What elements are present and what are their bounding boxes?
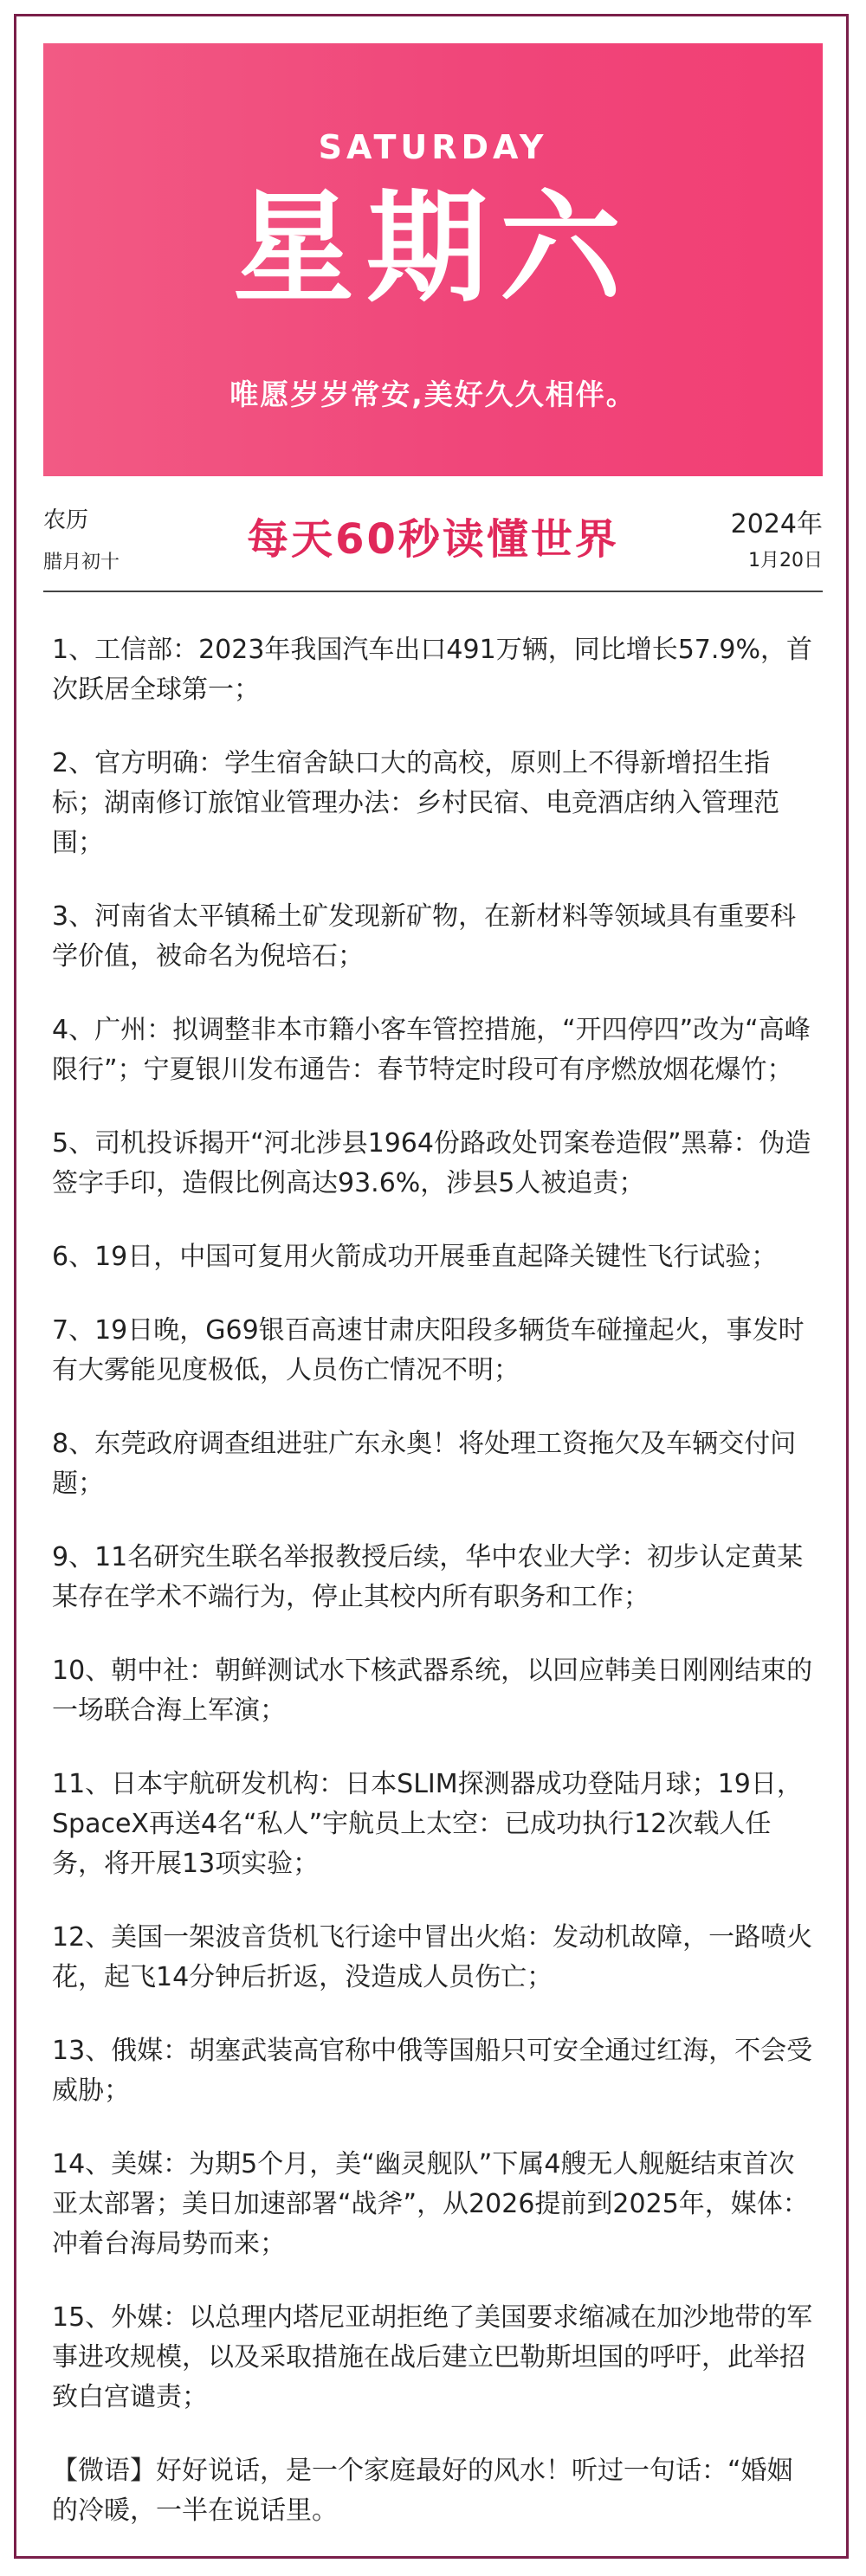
news-item: 2、官方明确：学生宿舍缺口大的高校，原则上不得新增招生指标；湖南修订旅馆业管理办法：乡村民宿、电竞酒店纳入管理范围； <box>52 748 779 858</box>
news-item: 3、河南省太平镇稀土矿发现新矿物，在新材料等领域具有重要科学价值，被命名为倪培石； <box>52 901 797 972</box>
lunar-label: 农历 <box>43 507 89 533</box>
banner-slogan: 唯愿岁岁常安,美好久久相伴。 <box>229 378 637 411</box>
news-item: 11、日本宇航研发机构：日本SLIM探测器成功登陆月球；19日，SpaceX再送4名“私人”宇航员上太空：已成功执行12次载人任务，将开展13项实验； <box>52 1769 803 1879</box>
news-item: 8、东莞政府调查组进驻广东永奥！将处理工资拖欠及车辆交付问题； <box>52 1429 797 1499</box>
month-day-label: 1月20日 <box>748 550 823 571</box>
news-item: 1、工信部：2023年我国汽车出口491万辆，同比增长57.9%，首次跃居全球第一； <box>52 635 812 705</box>
news-item: 5、司机投诉揭开“河北涉县1964份路政处罚案卷造假”黑幕：伪造签字手印，造假比例高达93.6%，涉县5人被追责； <box>52 1128 811 1198</box>
news-item: 7、19日晚，G69银百高速甘肃庆阳段多辆货车碰撞起火，事发时有大雾能见度极低，人员伤亡情况不明； <box>52 1315 805 1385</box>
weekday-english: SATURDAY <box>318 128 548 166</box>
news-item: 15、外媒：以总理内塔尼亚胡拒绝了美国要求缩减在加沙地带的军事进攻规模，以及采取措施在战后建立巴勒斯坦国的呼吁，此举招致白宫谴责； <box>52 2302 813 2412</box>
lunar-date: 腊月初十 <box>43 552 120 573</box>
news-list <box>52 630 814 2531</box>
date-header <box>43 502 823 580</box>
weekday-banner <box>43 43 823 476</box>
news-item: 13、俄媒：胡塞武装高官称中俄等国船只可安全通过红海，不会受威胁； <box>52 2036 813 2106</box>
header-divider <box>43 591 823 592</box>
weekday-chinese: 星期六 <box>232 178 633 320</box>
daily-quote: 【微语】好好说话，是一个家庭最好的风水！听过一句话：“婚姻的冷暖，一半在说话里。 <box>52 2456 793 2526</box>
news-item: 9、11名研究生联名举报教授后续，华中农业大学：初步认定黄某某存在学术不端行为，停止其校内所有职务和工作； <box>52 1542 804 1612</box>
news-item: 6、19日，中国可复用火箭成功开展垂直起降关键性飞行试验； <box>52 1242 778 1272</box>
news-item: 12、美国一架波音货机飞行途中冒出火焰：发动机故障，一路喷火花，起飞14分钟后折返，没造成人员伤亡； <box>52 1922 813 1992</box>
news-item: 4、广州：拟调整非本市籍小客车管控措施，“开四停四”改为“高峰限行”；宁夏银川发布通告：春节特定时段可有序燃放烟花爆竹； <box>52 1015 811 1085</box>
news-item: 10、朝中社：朝鲜测试水下核武器系统，以回应韩美日刚刚结束的一场联合海上军演； <box>52 1656 813 1726</box>
news-item: 14、美媒：为期5个月，美“幽灵舰队”下属4艘无人舰艇结束首次亚太部署；美日加速部署“战斧”，从2026提前到2025年，媒体：冲着台海局势而来； <box>52 2149 809 2259</box>
page-title: 每天60秒读懂世界 <box>247 515 619 564</box>
year-label: 2024年 <box>730 509 823 539</box>
